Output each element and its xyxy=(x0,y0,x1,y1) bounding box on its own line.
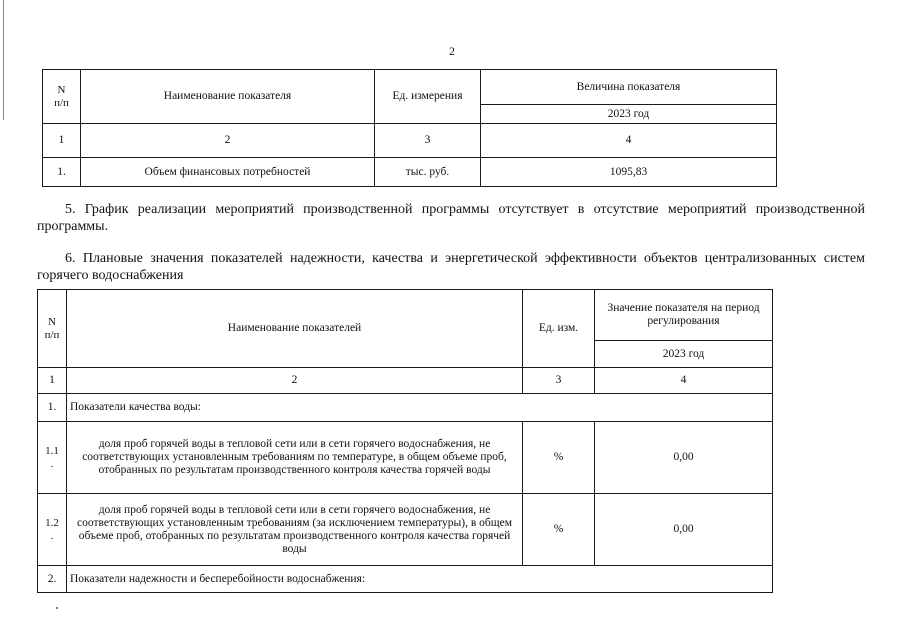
t1-index-cell: 2 xyxy=(81,124,375,158)
page-number: 2 xyxy=(449,44,455,58)
t1-header-year: 2023 год xyxy=(481,105,777,124)
t2-index-cell: 1 xyxy=(38,368,67,394)
table-row xyxy=(43,158,777,187)
t2-section1-num: 1. xyxy=(38,394,67,422)
t2-header-name: Наименование показателей xyxy=(67,290,523,368)
scan-edge-line xyxy=(3,0,4,120)
t2-index-cell: 2 xyxy=(67,368,523,394)
financial-needs-table xyxy=(42,69,777,187)
table-row xyxy=(38,394,773,422)
indicators-table xyxy=(37,289,773,593)
t1-header-name: Наименование показателя xyxy=(81,70,375,124)
t1-index-cell: 1 xyxy=(43,124,81,158)
table-row xyxy=(38,422,773,494)
t2-row-1-1-unit: % xyxy=(523,422,595,494)
table-row xyxy=(38,494,773,566)
t1-row-num: 1. xyxy=(43,158,81,187)
t2-row-1-2-value: 0,00 xyxy=(595,494,773,566)
t2-row-1-2-unit: % xyxy=(523,494,595,566)
t1-header-num: N п/п xyxy=(43,70,81,124)
t1-header-unit: Ед. измерения xyxy=(375,70,481,124)
paragraph-planned-values-text: 6. Плановые значения показателей надежности, качества и энергетической эффективности объектов централизованных систем горячего водоснабжения xyxy=(37,251,865,283)
t2-header-year: 2023 год xyxy=(595,341,773,368)
t2-index-cell: 3 xyxy=(523,368,595,394)
t1-index-cell: 3 xyxy=(375,124,481,158)
t1-row-name: Объем финансовых потребностей xyxy=(81,158,375,187)
t2-header-unit: Ед. изм. xyxy=(523,290,595,368)
paragraph-planned-values xyxy=(37,250,865,284)
t2-section2-num: 2. xyxy=(38,566,67,593)
paragraph-schedule xyxy=(37,201,865,235)
t1-header-value-group: Величина показателя xyxy=(481,70,777,105)
t2-header-num: N п/п xyxy=(38,290,67,368)
t2-section1-title: Показатели качества воды: xyxy=(67,394,773,422)
t2-row-1-1-value: 0,00 xyxy=(595,422,773,494)
scan-speck xyxy=(56,607,58,609)
t1-row-unit: тыс. руб. xyxy=(375,158,481,187)
t2-row-1-1-name: доля проб горячей воды в тепловой сети или в сети горячего водоснабжения, не соответствующих установленным требованиям по температуре, в общем объеме проб, отобранных по результатам производственного контроля качества горячей воды xyxy=(67,422,523,494)
t2-row-1-2-name: доля проб горячей воды в тепловой сети или в сети горячего водоснабжения, не соответствующих установленным требованиям (за исключением температуры), в общем объеме проб, отобранных по результатам производственного контроля качества горячей воды xyxy=(67,494,523,566)
t2-row-1-2-num: 1.2 . xyxy=(38,494,67,566)
t1-row-value: 1095,83 xyxy=(481,158,777,187)
t1-index-cell: 4 xyxy=(481,124,777,158)
t2-header-value-group: Значение показателя на период регулирования xyxy=(595,290,773,341)
t2-section2-title: Показатели надежности и бесперебойности водоснабжения: xyxy=(67,566,773,593)
t2-row-1-1-num: 1.1 . xyxy=(38,422,67,494)
t2-index-cell: 4 xyxy=(595,368,773,394)
paragraph-schedule-text: 5. График реализации мероприятий производственной программы отсутствует в отсутствие мероприятий производственной программы. xyxy=(37,202,865,234)
table-row xyxy=(38,566,773,593)
